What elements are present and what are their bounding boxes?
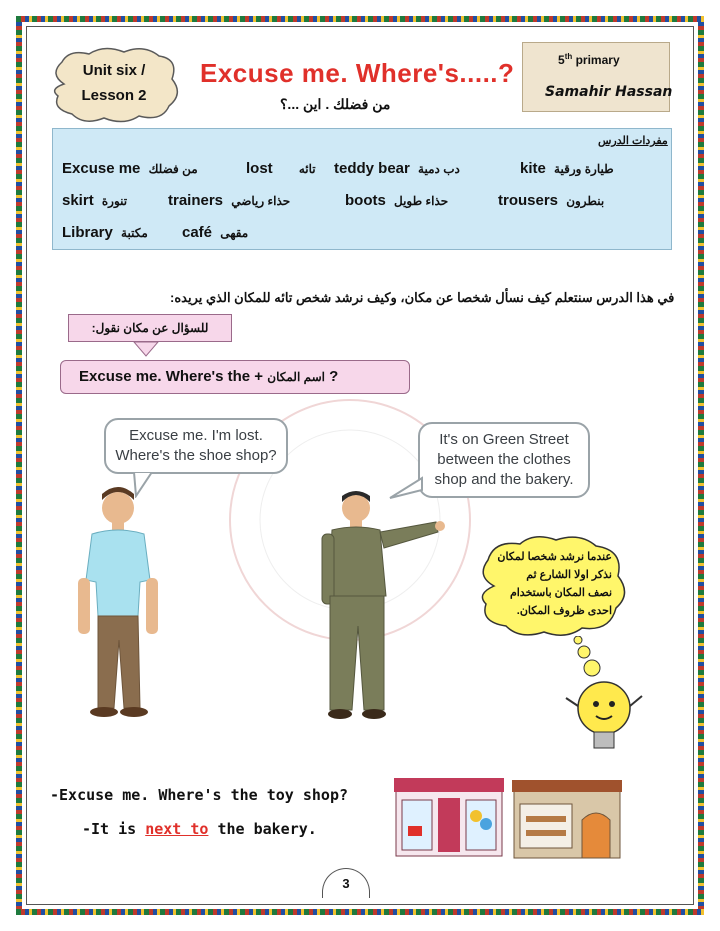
unit-lesson-label: [52, 58, 176, 108]
vocab-item: [182, 224, 248, 241]
vocab-en: trousers: [498, 192, 559, 209]
tip-text: [496, 548, 612, 620]
vocab-en: boots: [345, 192, 386, 209]
vocab-en: skirt: [62, 192, 94, 209]
vocab-ar: من فضلك: [148, 162, 198, 176]
pattern-arabic: اسم المكان: [267, 370, 325, 384]
bubble-line: Excuse me. I'm lost.: [129, 427, 263, 444]
lesson-intro: في هذا الدرس سنتعلم كيف نسأل شخصا عن مكان، وكيف نرشد شخص تائه للمكان الذي يريده:: [170, 290, 675, 305]
vocab-item: [168, 192, 290, 209]
lesson-line: Lesson 2: [81, 87, 147, 104]
tip-line: نذكر اولا الشارع ثم: [526, 569, 612, 581]
vocab-item: [62, 160, 198, 177]
tip-line: نصف المكان باستخدام: [509, 587, 612, 599]
example-question: -Excuse me. Where's the toy shop?: [50, 786, 349, 804]
toy-shop-icon: [394, 776, 504, 858]
answer-start: -It is: [82, 820, 137, 838]
lost-man-illustration: [64, 480, 174, 730]
vocab-en: Excuse me: [62, 160, 141, 177]
grade-label: [558, 52, 620, 67]
tip-line: احدى ظروف المكان.: [516, 605, 612, 617]
unit-line: Unit six /: [82, 62, 146, 79]
bubble-line: It's on Green Street: [439, 431, 569, 448]
pattern-end: ?: [329, 368, 339, 385]
vocab-ar: طيارة ورقية: [554, 162, 614, 176]
vocab-ar: حذاء رياضي: [231, 194, 291, 208]
vocab-ar: دب دمية: [418, 162, 460, 176]
bakery-icon: [512, 780, 622, 860]
vocab-en: café: [182, 224, 213, 241]
grade-suffix-sup: th: [564, 52, 573, 61]
vocab-item: [246, 160, 316, 177]
vocab-en: kite: [520, 160, 546, 177]
vocab-ar: حذاء طويل: [394, 194, 449, 208]
lightbulb-icon: [556, 636, 646, 756]
vocab-item: [498, 192, 604, 209]
vocab-item: [62, 192, 127, 209]
pattern-english: Excuse me. Where's the +: [79, 368, 264, 385]
vocab-ar: بنطرون: [566, 194, 605, 208]
answer-end: the bakery.: [217, 820, 317, 838]
tip-line: عندما نرشد شخصا لمكان: [497, 551, 612, 563]
page-number: 3: [322, 868, 370, 898]
bubble-line: between the clothes: [437, 451, 571, 468]
vocab-en: trainers: [168, 192, 224, 209]
speech-bubble-lost-man: [104, 418, 288, 474]
author-name: Samahir Hassan: [545, 84, 673, 100]
vocabulary-heading: مفردات الدرس: [598, 135, 668, 147]
vocab-ar: مكتبة: [121, 226, 148, 240]
bubble-line: Where's the shoe shop?: [115, 447, 277, 464]
guide-man-illustration: [300, 486, 460, 726]
example-answer: [82, 820, 317, 838]
vocab-ar: تائه: [298, 162, 316, 176]
vocab-item: [520, 160, 614, 177]
vocab-item: [345, 192, 448, 209]
page-subtitle-arabic: من فضلك . اين ...؟: [280, 96, 391, 112]
vocab-ar: تنورة: [101, 194, 128, 208]
vocab-item: [62, 224, 148, 241]
bubble-line: shop and the bakery.: [434, 471, 574, 488]
page-title: Excuse me. Where's.....?: [200, 58, 515, 88]
grade-number: 5: [558, 53, 565, 67]
vocab-en: Library: [62, 224, 113, 241]
grade-word: primary: [575, 53, 620, 67]
vocab-item: [334, 160, 460, 177]
vocab-en: teddy bear: [334, 160, 410, 177]
ask-label-box: للسؤال عن مكان نقول:: [68, 314, 232, 342]
vocab-en: lost: [246, 160, 273, 177]
preposition-highlight: next to: [145, 820, 209, 838]
down-arrow-icon: [132, 342, 160, 358]
vocab-ar: مقهى: [220, 226, 249, 240]
